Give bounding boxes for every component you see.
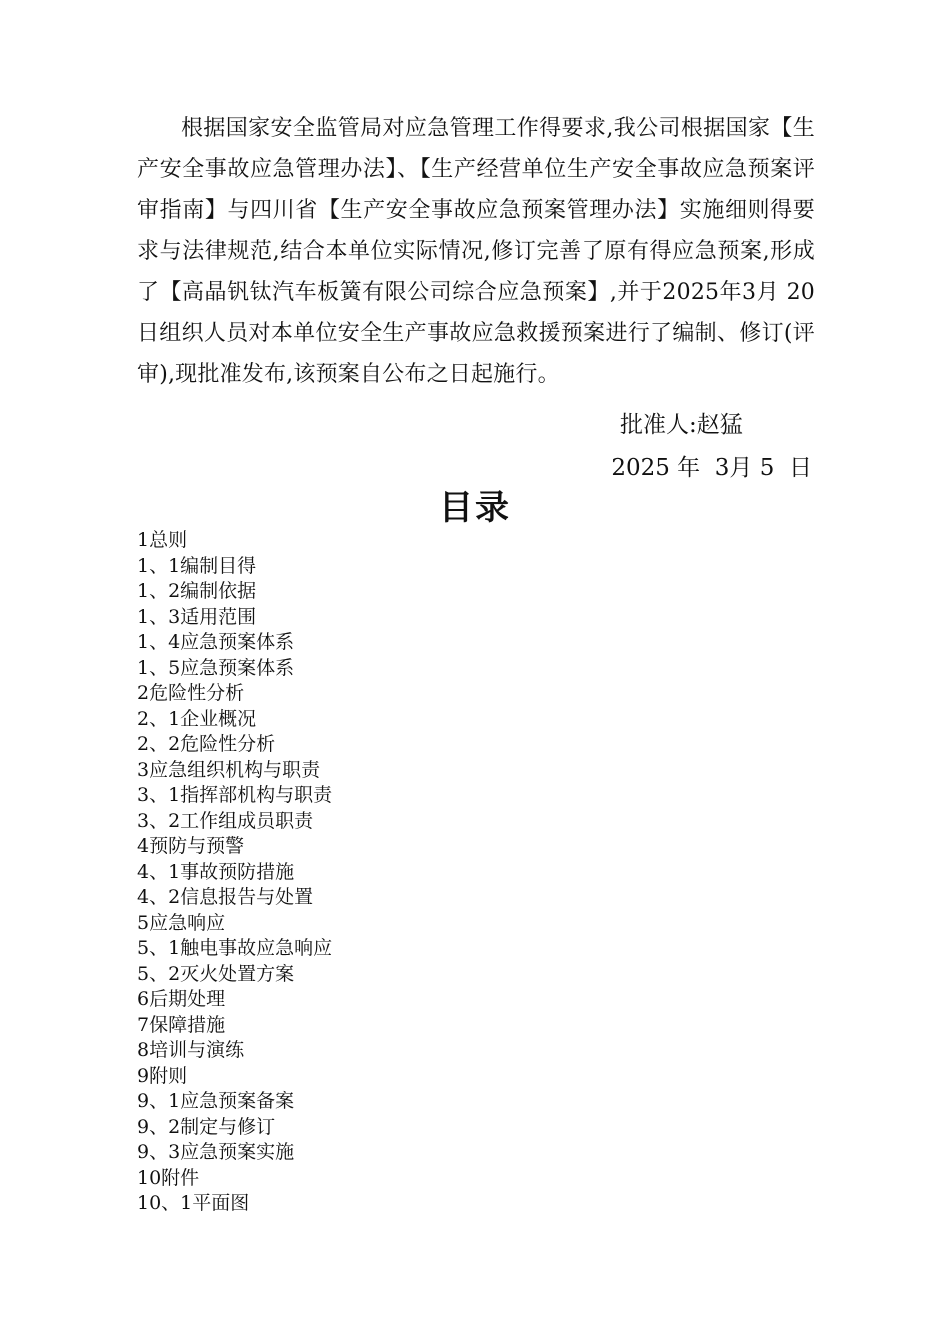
toc-item: 3、2工作组成员职责: [137, 809, 314, 832]
toc-item: 3、1指挥部机构与职责: [137, 784, 333, 806]
toc-item: 1总则: [137, 529, 188, 551]
toc-item: 2、2危险性分析: [137, 733, 276, 755]
toc-item: 9附则: [137, 1064, 188, 1087]
toc-item: 1、1编制目得: [137, 554, 257, 577]
toc-item: 2危险性分析: [137, 682, 245, 704]
toc-item: 6后期处理: [137, 988, 226, 1010]
toc-item: 1、5应急预案体系: [137, 656, 295, 679]
approval-paragraph: 根据国家安全监管局对应急管理工作得要求,我公司根据国家【生产安全事故应急管理办法】、【生产经营单位生产安全事故应急预案评审指南】与四川省【生产安全事故应急预案管理办法】实施细则得要求与法律规范,结合本单位实际情况,修订完善了原有得应急预案,形成了【高晶钒钛汽车板簧有限公司综合应急预案】,并于2025年3月 20日组织人员对本单位安全生产事故应急救援预案进行了编制、修订(评审),现批准发布,该预案自公布之日起施行。: [137, 116, 815, 387]
toc-item: 5、1触电事故应急响应: [137, 937, 333, 959]
toc-item: 10、1平面图: [137, 1192, 250, 1214]
approval-date: 2025 年 3月 5 日: [611, 455, 812, 481]
toc-item: 5应急响应: [137, 911, 226, 934]
toc-list: [137, 528, 332, 1217]
approver-line: 批准人:赵猛: [620, 412, 743, 438]
toc-item: 3应急组织机构与职责: [137, 758, 321, 781]
toc-item: 9、3应急预案实施: [137, 1141, 295, 1163]
toc-item: 10附件: [137, 1166, 200, 1189]
toc-item: 5、2灭火处置方案: [137, 962, 295, 985]
toc-item: 9、1应急预案备案: [137, 1090, 295, 1112]
toc-item: 1、2编制依据: [137, 580, 257, 602]
toc-item: 2、1企业概况: [137, 707, 257, 730]
toc-item: 4预防与预警: [137, 835, 245, 857]
toc-title: 目录: [439, 488, 511, 528]
toc-item: 7保障措施: [137, 1013, 226, 1036]
toc-item: 4、2信息报告与处置: [137, 886, 314, 908]
toc-item: 4、1事故预防措施: [137, 860, 295, 883]
toc-item: 1、4应急预案体系: [137, 631, 295, 653]
toc-item: 9、2制定与修订: [137, 1115, 276, 1138]
toc-item: 8培训与演练: [137, 1039, 245, 1061]
toc-item: 1、3适用范围: [137, 605, 257, 628]
